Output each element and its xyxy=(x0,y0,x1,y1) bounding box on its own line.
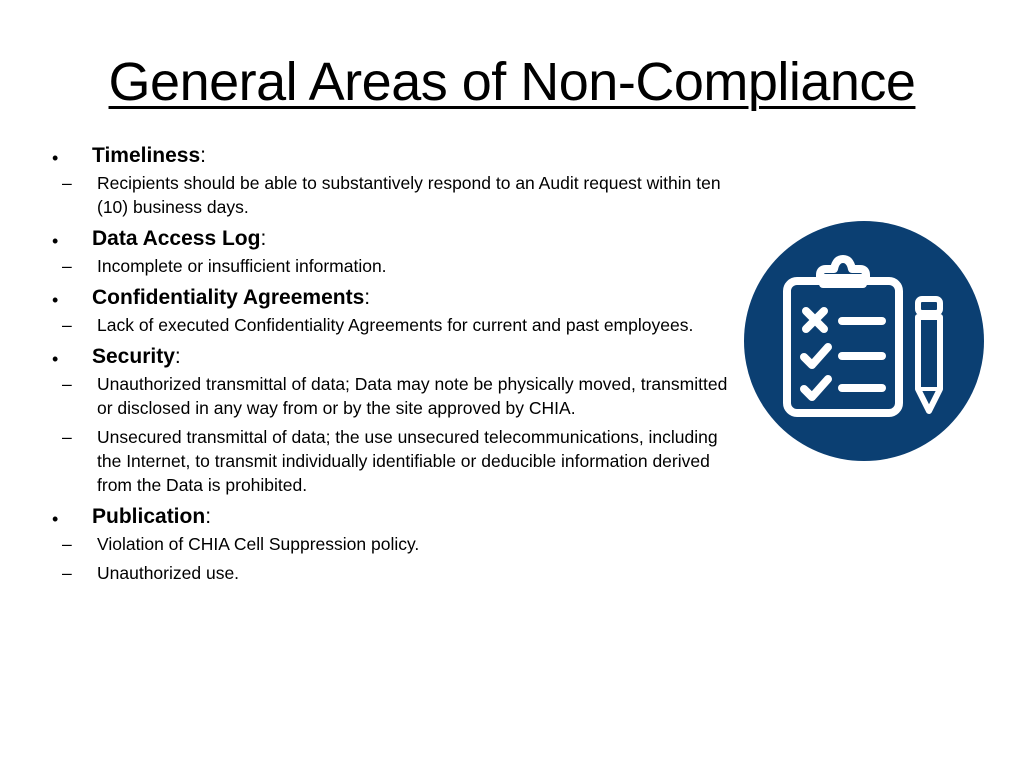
bullet-heading xyxy=(92,141,732,171)
section-confidentiality-agreements xyxy=(52,283,732,337)
bullet-heading xyxy=(92,342,732,372)
bullet-heading xyxy=(92,502,732,532)
sub-list xyxy=(52,532,732,585)
section-security xyxy=(52,342,732,497)
sub-marker: – xyxy=(62,427,72,447)
clipboard-checklist-icon xyxy=(744,221,984,461)
sub-item xyxy=(52,171,732,219)
bullet-item xyxy=(52,224,732,254)
sub-item-text: Recipients should be able to substantively respond to an Audit request within ten (10) business days. xyxy=(97,173,721,217)
bullet-marker: • xyxy=(52,290,59,310)
section-timeliness xyxy=(52,141,732,219)
sub-marker: – xyxy=(62,256,72,276)
slide-title: General Areas of Non-Compliance xyxy=(108,52,916,112)
sub-list xyxy=(52,313,732,337)
sub-item-text: Incomplete or insufficient information. xyxy=(97,256,387,276)
bullet-item xyxy=(52,502,732,532)
sub-item xyxy=(52,313,732,337)
bullet-marker: • xyxy=(52,509,59,529)
bullet-marker: • xyxy=(52,148,59,168)
heading-text: Data Access Log xyxy=(92,227,261,250)
sub-item-text: Violation of CHIA Cell Suppression policy. xyxy=(97,534,420,554)
sub-item-text: Unauthorized transmittal of data; Data may note be physically moved, transmitted or disclosed in any way from or by the site approved by CHIA. xyxy=(97,374,728,418)
heading-text: Confidentiality Agreements xyxy=(92,286,365,309)
heading-colon: : xyxy=(364,286,371,309)
sub-marker: – xyxy=(62,315,72,335)
sub-item xyxy=(52,372,732,420)
bullet-item xyxy=(52,342,732,372)
heading-colon: : xyxy=(174,345,181,368)
bullet-item xyxy=(52,141,732,171)
sub-list xyxy=(52,171,732,219)
sub-item xyxy=(52,561,732,585)
sub-list xyxy=(52,372,732,497)
sub-marker: – xyxy=(62,173,72,193)
sub-marker: – xyxy=(62,374,72,394)
heading-colon: : xyxy=(205,505,212,528)
sub-marker: – xyxy=(62,563,72,583)
heading-colon: : xyxy=(260,227,267,250)
bullet-marker: • xyxy=(52,349,59,369)
heading-text: Publication xyxy=(92,505,206,528)
bullet-list xyxy=(52,140,732,590)
sub-item xyxy=(52,254,732,278)
heading-text: Timeliness xyxy=(92,144,201,167)
sub-list xyxy=(52,254,732,278)
bullet-marker: • xyxy=(52,231,59,251)
sub-item xyxy=(52,425,732,497)
section-data-access-log xyxy=(52,224,732,278)
section-publication xyxy=(52,502,732,585)
heading-colon: : xyxy=(200,144,207,167)
sub-item xyxy=(52,532,732,556)
bullet-heading xyxy=(92,224,732,254)
sub-marker: – xyxy=(62,534,72,554)
sub-item-text: Unauthorized use. xyxy=(97,563,240,583)
bullet-heading xyxy=(92,283,732,313)
sub-item-text: Lack of executed Confidentiality Agreements for current and past employees. xyxy=(97,315,694,335)
sub-item-text: Unsecured transmittal of data; the use unsecured telecommunications, including the Internet, to transmit individually identifiable or deducible information derived from the Data is prohibited. xyxy=(97,427,718,495)
heading-text: Security xyxy=(92,345,175,368)
bullet-item xyxy=(52,283,732,313)
